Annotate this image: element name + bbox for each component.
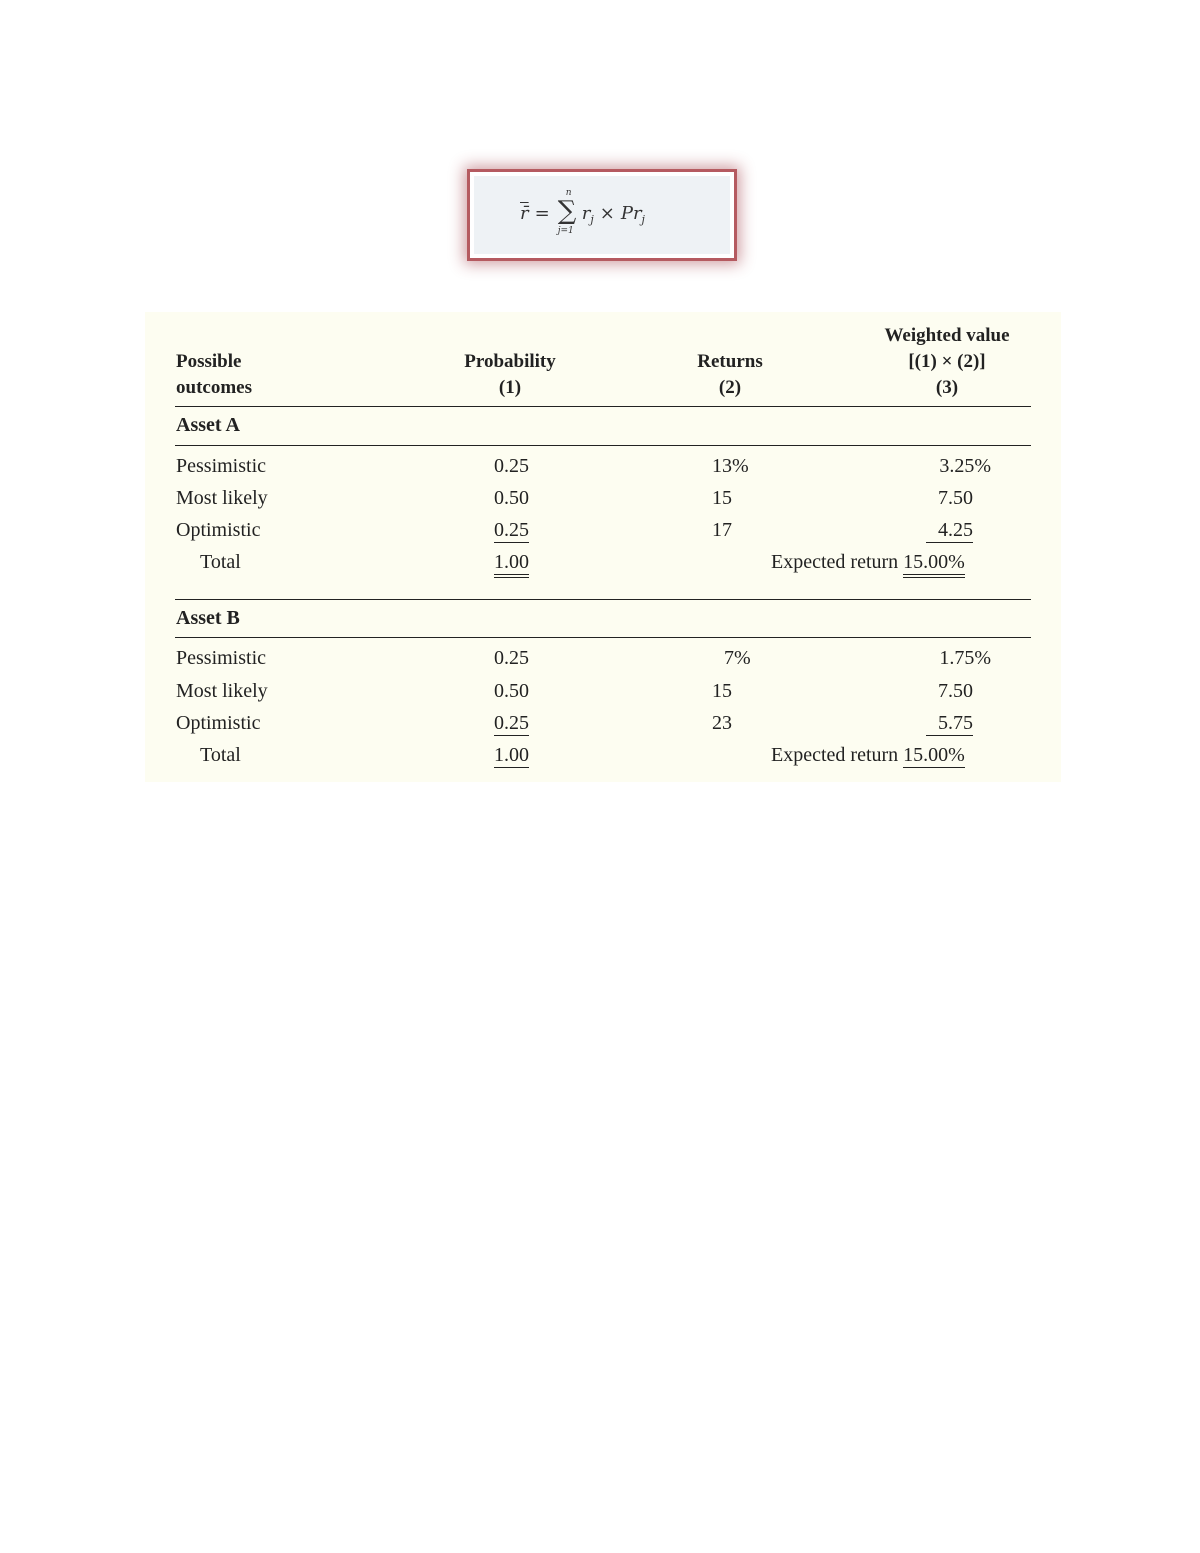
- header-returns: [680, 349, 780, 401]
- total-probability: [449, 743, 529, 767]
- formula-term-pr: Pr: [620, 203, 642, 224]
- weighted-underlined: 4.25: [926, 519, 973, 543]
- total-probability-value: 1.00: [494, 551, 529, 578]
- header-probability-line2: (1): [498, 377, 522, 398]
- returns-cell: 17: [712, 519, 732, 541]
- header-rule: [175, 406, 1031, 407]
- header-weighted-line1: Weighted value: [884, 325, 1010, 346]
- formula-equals: =: [534, 203, 550, 224]
- outcome-cell: Most likely: [176, 487, 268, 509]
- formula-index-2: j: [641, 213, 645, 226]
- probability-cell: 0.25: [494, 455, 529, 477]
- probability-cell: [449, 711, 529, 735]
- outcome-cell: Optimistic: [176, 519, 261, 541]
- formula-box: [470, 172, 734, 258]
- weighted-underlined: 5.75: [926, 712, 973, 736]
- header-outcomes-line2: outcomes: [176, 377, 252, 398]
- section-asset-a: Asset A: [176, 414, 240, 436]
- probability-cell: 0.50: [494, 680, 529, 702]
- outcome-cell: Most likely: [176, 680, 268, 702]
- probability-cell: 0.50: [494, 487, 529, 509]
- probability-underlined: 0.25: [494, 519, 529, 541]
- weighted-cell: [873, 711, 973, 735]
- returns-cell: 15: [712, 680, 732, 702]
- header-returns-line1: Returns: [697, 351, 763, 372]
- header-weighted: [867, 323, 1027, 401]
- header-outcomes: [176, 349, 252, 401]
- formula-times: ×: [599, 203, 615, 224]
- header-outcomes-line1: Possible: [176, 351, 242, 372]
- formula-summation: [556, 188, 582, 236]
- returns-cell: 23: [712, 712, 732, 734]
- header-returns-line2: (2): [718, 377, 742, 398]
- header-weighted-line2: [(1) × (2)]: [908, 351, 986, 372]
- probability-cell: [449, 518, 529, 542]
- expected-return: [771, 550, 965, 574]
- returns-cell: 7%: [724, 647, 751, 669]
- expected-return-value: 15.00%: [903, 744, 965, 766]
- section-b-rule: [175, 637, 1031, 638]
- header-probability-line1: Probability: [464, 351, 556, 372]
- outcome-cell: Optimistic: [176, 712, 261, 734]
- formula-upper-limit: n: [565, 188, 572, 198]
- expected-return: [771, 743, 965, 767]
- formula-lhs: r̄: [520, 203, 529, 224]
- header-weighted-line3: (3): [935, 377, 959, 398]
- expected-return-value: 15.00%: [903, 551, 965, 578]
- expected-return-label: Expected return: [771, 744, 899, 766]
- probability-underlined: 0.25: [494, 712, 529, 734]
- expected-return-label: Expected return: [771, 551, 899, 573]
- expected-return-table: [145, 312, 1061, 782]
- total-label: Total: [200, 551, 241, 573]
- expected-return-formula: [520, 188, 645, 236]
- weighted-cell: 1.75%: [939, 647, 991, 669]
- weighted-cell: 7.50: [938, 680, 973, 702]
- returns-cell: 13%: [712, 455, 749, 477]
- weighted-cell: 3.25%: [939, 455, 991, 477]
- formula-lower-limit: j=1: [557, 226, 574, 236]
- sigma-symbol: ∑: [557, 196, 577, 226]
- section-a-rule: [175, 445, 1031, 446]
- asset-divider-rule: [175, 599, 1031, 600]
- outcome-cell: Pessimistic: [176, 647, 267, 669]
- total-probability: [449, 550, 529, 574]
- total-label: Total: [200, 744, 241, 766]
- weighted-cell: 7.50: [938, 487, 973, 509]
- section-asset-b: Asset B: [176, 607, 240, 629]
- header-probability: [450, 349, 570, 401]
- weighted-cell: [873, 518, 973, 542]
- total-probability-value: 1.00: [494, 744, 529, 766]
- formula-term-r: r: [581, 203, 591, 224]
- formula-index-1: j: [590, 213, 594, 226]
- probability-cell: 0.25: [494, 647, 529, 669]
- outcome-cell: Pessimistic: [176, 455, 267, 477]
- returns-cell: 15: [712, 487, 732, 509]
